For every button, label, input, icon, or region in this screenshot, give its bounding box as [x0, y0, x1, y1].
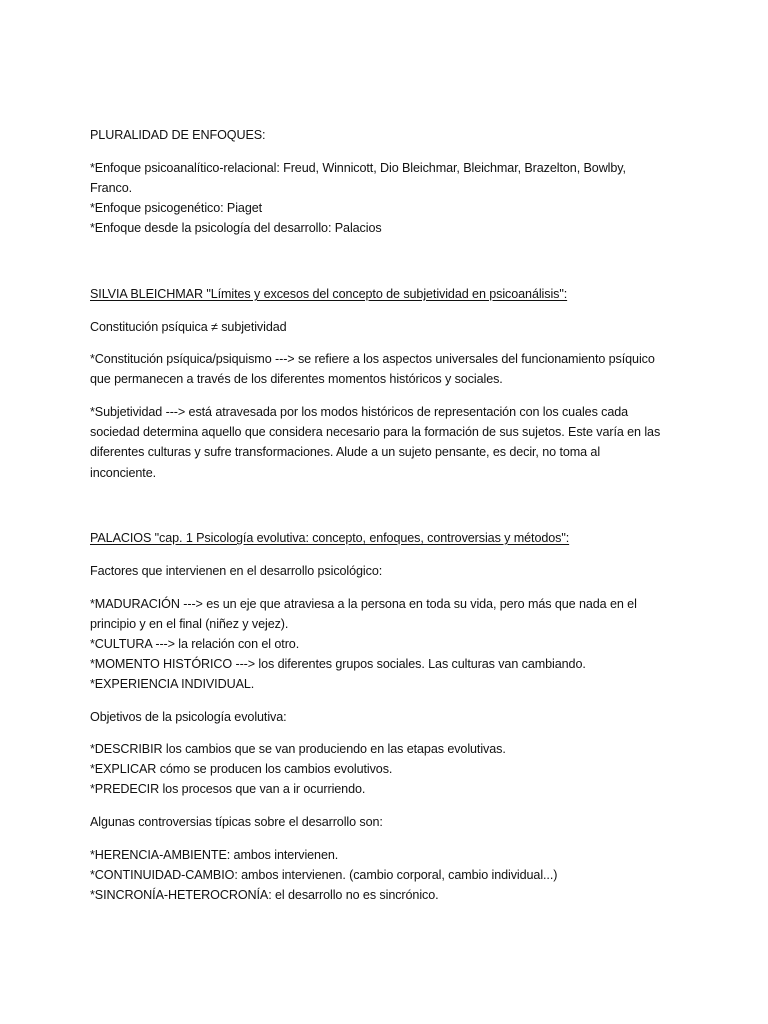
section-heading-bleichmar: SILVIA BLEICHMAR "Límites y excesos del concepto de subjetividad en psicoanálisis": [90, 287, 568, 301]
list-item: *PREDECIR los procesos que van a ir ocurriendo. [90, 782, 366, 796]
list-item: principio y en el final (niñez y vejez). [90, 617, 289, 631]
text-line: sociedad determina aquello que considera necesario para la formación de sus sujetos. Este varía en las [90, 425, 661, 439]
subheading-factores: Factores que intervienen en el desarrollo psicológico: [90, 564, 383, 578]
text-line: *Enfoque desde la psicología del desarrollo: Palacios [90, 221, 382, 235]
text-line: diferentes culturas y sufre transformaciones. Alude a un sujeto pensante, es decir, no toma al [90, 445, 601, 459]
subheading-controversias: Algunas controversias típicas sobre el desarrollo son: [90, 815, 383, 829]
text-line: *Subjetividad ---> está atravesada por los modos históricos de representación con los cuales cada [90, 405, 629, 419]
list-item: *EXPLICAR cómo se producen los cambios evolutivos. [90, 762, 393, 776]
list-item: *DESCRIBIR los cambios que se van produciendo en las etapas evolutivas. [90, 742, 506, 756]
list-item: *EXPERIENCIA INDIVIDUAL. [90, 677, 255, 691]
subheading-objetivos: Objetivos de la psicología evolutiva: [90, 710, 287, 724]
list-item: *MADURACIÓN ---> es un eje que atraviesa a la persona en toda su vida, pero más que nada en el [90, 597, 637, 611]
text-line: *Constitución psíquica/psiquismo ---> se refiere a los aspectos universales del funcionamiento psíquico [90, 352, 655, 366]
list-item: *CULTURA ---> la relación con el otro. [90, 637, 300, 651]
subheading-constitucion: Constitución psíquica ≠ subjetividad [90, 320, 287, 334]
text-line: *Enfoque psicoanalítico-relacional: Freud, Winnicott, Dio Bleichmar, Bleichmar, Brazelton, Bowlby, [90, 161, 626, 175]
text-line: *Enfoque psicogenético: Piaget [90, 201, 263, 215]
section-heading-pluralidad: PLURALIDAD DE ENFOQUES: [90, 128, 266, 142]
list-item: *HERENCIA-AMBIENTE: ambos intervienen. [90, 848, 339, 862]
text-line: Franco. [90, 181, 132, 195]
text-line: inconciente. [90, 466, 157, 480]
text-line: que permanecen a través de los diferentes momentos históricos y sociales. [90, 372, 503, 386]
list-item: *SINCRONÍA-HETEROCRONÍA: el desarrollo no es sincrónico. [90, 888, 439, 902]
section-heading-palacios: PALACIOS "cap. 1 Psicología evolutiva: concepto, enfoques, controversias y métodos": [90, 531, 570, 545]
list-item: *CONTINUIDAD-CAMBIO: ambos intervienen. (cambio corporal, cambio individual...) [90, 868, 558, 882]
list-item: *MOMENTO HISTÓRICO ---> los diferentes grupos sociales. Las culturas van cambiando. [90, 657, 586, 671]
